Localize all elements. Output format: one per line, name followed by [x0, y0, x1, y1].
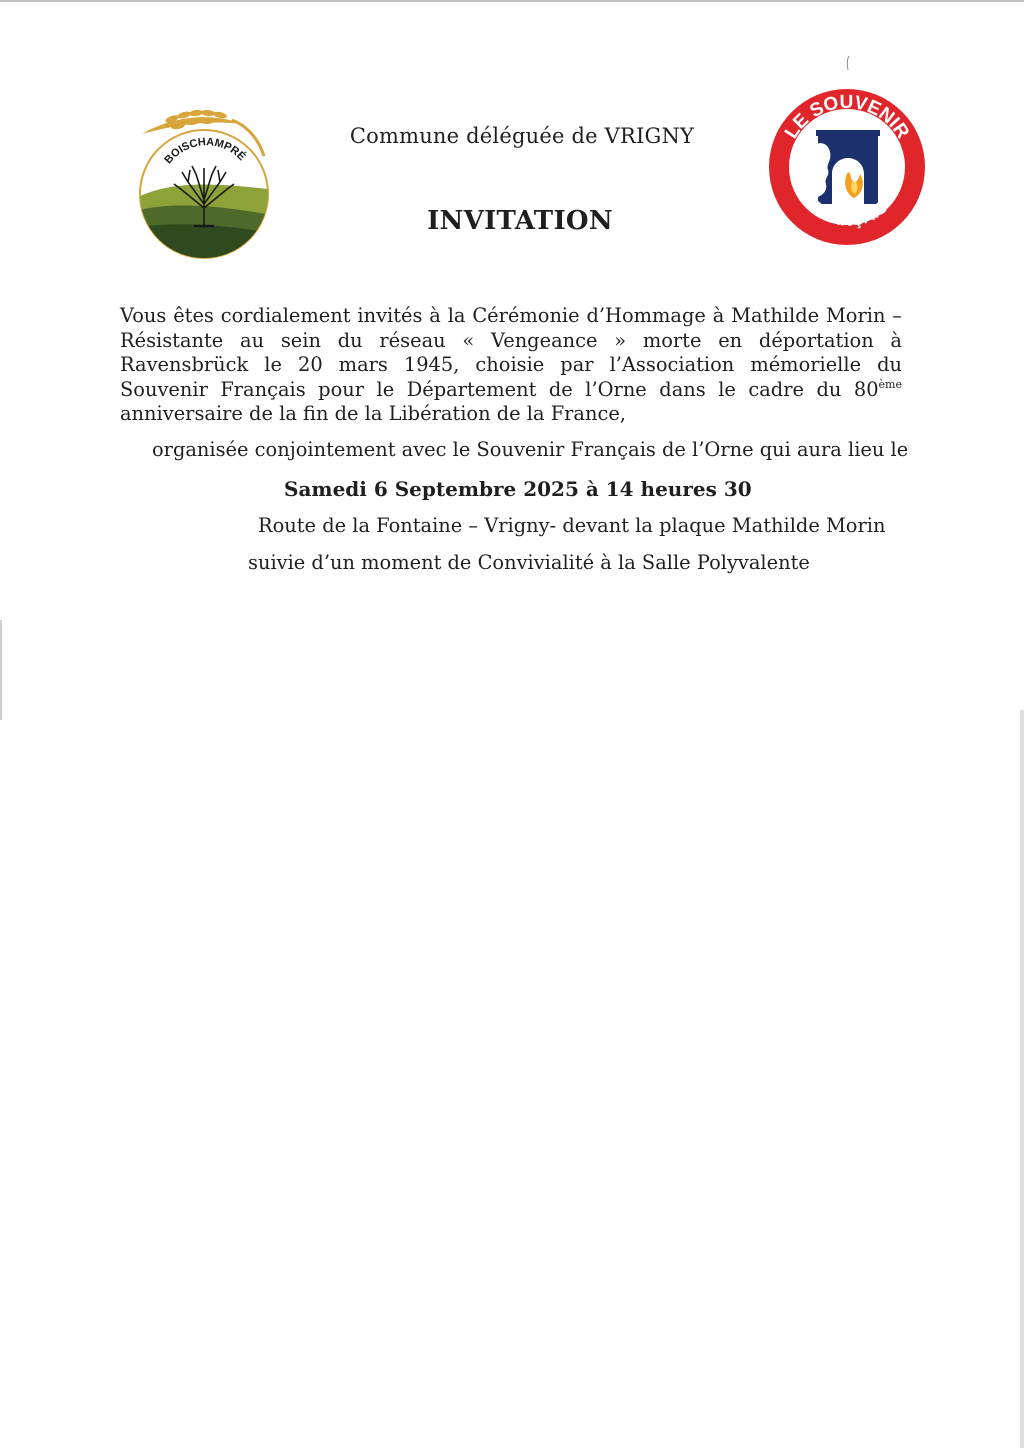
souvenir-logo-text-top: LE SOUVENIR [780, 91, 914, 143]
commune-heading: Commune déléguée de VRIGNY [349, 124, 695, 148]
souvenir-logo-text-bottom: FRANÇAIS [806, 197, 892, 230]
paragraph-text-end: anniversaire de la fin de la Libération de la France, [120, 402, 626, 425]
reception-line: suivie d’un moment de Convivialité à la Salle Polyvalente [248, 551, 810, 574]
scan-left-edge [0, 620, 2, 720]
souvenir-francais-logo [766, 86, 928, 248]
scan-right-edge [1020, 710, 1024, 1448]
invitation-title: INVITATION [427, 206, 613, 236]
event-location: Route de la Fontaine – Vrigny- devant la plaque Mathilde Morin [258, 514, 886, 537]
stray-pen-mark [844, 55, 852, 71]
paragraph-text-start: Vous êtes cordialement invités à la Cérémonie d’Hommage à Mathilde Morin – Résistante au sein du réseau « Vengeance » morte en déportation à Ravensbrück le 20 mars 1945, choisie par l’Association mémorielle du Souvenir Français pour le Département de l’Orne dans le cadre du 80 [120, 304, 902, 401]
boischampre-logo [132, 108, 277, 263]
scan-top-edge [0, 0, 1024, 2]
ordinal-suffix: ème [878, 377, 902, 391]
boischampre-logo-text: BOISCHAMPRÉ [162, 136, 248, 167]
event-date: Samedi 6 Septembre 2025 à 14 heures 30 [284, 477, 752, 501]
invitation-paragraph [120, 304, 902, 427]
organised-line: organisée conjointement avec le Souvenir Français de l’Orne qui aura lieu le [152, 438, 909, 461]
